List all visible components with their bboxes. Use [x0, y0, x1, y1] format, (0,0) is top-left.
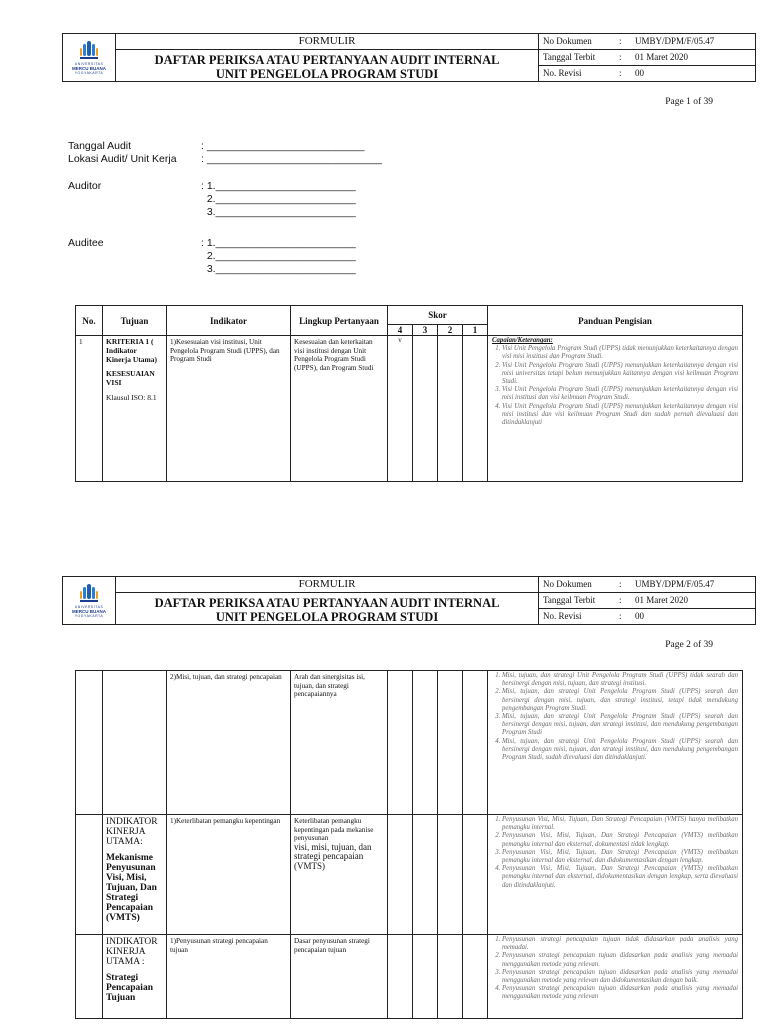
page-number: Page 1 of 39	[665, 97, 713, 107]
audit-info-fields	[68, 140, 382, 276]
auditee-field-2[interactable]: 2.________________________	[201, 250, 356, 262]
meta-separator: :	[619, 611, 622, 621]
lingkup-text: Dasar penyusunan strategi pencapaian tujuan	[294, 937, 370, 954]
auditee-field-3[interactable]: 3.________________________	[201, 263, 356, 275]
document-header-page2	[62, 576, 756, 625]
logo-city: YOGYAKARTA	[74, 71, 104, 75]
no-dokumen-value: UMBY/DPM/F/05.47	[635, 36, 715, 46]
panduan-item: 2. Penyusunan Visi, Misi, Tujuan, Dan Strategi Pencapaian (VMTS) melibatkan pemangku internal dan eksternal, dokumentasi tidak lengkap.	[502, 832, 738, 848]
panduan-item: 4. Penyusunan Visi, Misi, Tujuan, Dan Strategi Pencapaian (VMTS) melibatkan pemangku internal dan eksternal, didokumentasikan dengan lengkap, serta dievaluasi dan ditindaklanjuti.	[502, 865, 738, 890]
university-logo	[63, 34, 116, 81]
logo-university-label: UNIVERSITAS	[74, 62, 104, 66]
table-row	[76, 815, 743, 935]
meta-separator: :	[619, 52, 622, 62]
tanggal-terbit-value: 01 Maret 2020	[635, 595, 688, 605]
auditor-field-2[interactable]: 2.________________________	[201, 193, 356, 205]
meta-separator: :	[619, 68, 622, 78]
skor-3-cell[interactable]	[413, 935, 438, 1019]
no-dokumen-value: UMBY/DPM/F/05.47	[635, 579, 715, 589]
logo-brand-name: MERCU BUANA	[72, 66, 106, 71]
tujuan-subject: Strategi Pencapaian Tujuan	[106, 973, 153, 1003]
meta-separator: :	[619, 36, 622, 46]
auditee-field-1[interactable]: : 1.________________________	[201, 237, 356, 249]
skor-4-cell[interactable]	[388, 935, 413, 1019]
skor-2-cell[interactable]	[438, 671, 463, 815]
klausul-iso: Klausul ISO: 8.1	[106, 392, 157, 402]
no-dokumen-label: No Dokumen	[543, 36, 592, 46]
col-header-panduan: Panduan Pengisian	[488, 306, 743, 336]
tanggal-audit-label: Tanggal Audit	[68, 140, 132, 152]
skor-3-cell[interactable]	[413, 815, 438, 935]
panduan-item: 1. Visi Unit Pengelola Program Studi (UPPS) tidak menunjukkan keterkaitannya dengan visi misi institusi dan Program Studi.	[502, 345, 738, 361]
col-header-indikator: Indikator	[167, 306, 291, 336]
skor-1-cell[interactable]	[463, 935, 488, 1019]
panduan-item: 4. Misi, tujuan, dan strategi Unit Pengelola Program Studi (UPPS) searah dan bersinergi dengan misi, tujuan, dan strategi institusi, dan mendukung pengembangan Program Studi, sudah dievaluasi dan ditindaklanjuti.	[502, 738, 738, 763]
kriteria-title: KRITERIA 1 ( Indikator Kinerja Utama)	[106, 337, 158, 364]
col-header-skor: Skor	[388, 306, 488, 325]
panduan-item: 2. Visi Unit Pengelola Program Studi (UPPS) menunjukkan keterkaitannya dengan visi misi universitas tetapi belum menunjukkan kaitannya dengan visi keilmuan Program Studi.	[502, 362, 738, 387]
no-dokumen-label: No Dokumen	[543, 579, 592, 589]
col-header-skor-3: 3	[413, 325, 438, 336]
form-type-label: FORMULIR	[116, 577, 538, 593]
tanggal-audit-field[interactable]: : ___________________________	[201, 140, 365, 152]
panduan-item: 4. Visi Unit Pengelola Program Studi (UPPS) menunjukkan keterkaitannya dengan visi misi institusi dan visi keilmuan Program Studi dan sudah pernah dievaluasi dan ditindaklanjuti	[502, 403, 738, 428]
lingkup-text: Kesesuaian dan keterkaitan visi institusi dengan Unit Pengelola Program Studi (UPPS), dan Program Studi	[294, 338, 374, 372]
university-emblem-icon	[78, 40, 100, 62]
university-emblem-icon	[78, 583, 100, 605]
audit-table-page1	[75, 305, 743, 482]
indikator-text: 1)Penyusunan strategi pencapaian tujuan	[170, 937, 268, 954]
no-revisi-label: No. Revisi	[543, 611, 582, 621]
skor-3-cell[interactable]	[413, 336, 438, 482]
lingkup-text: Arah dan sinergisitas isi, tujuan, dan strategi pencapaiannya	[294, 673, 365, 698]
skor-4-cell[interactable]	[388, 671, 413, 815]
indikator-text: 1)Keterlibatan pemangku kepentingan	[170, 817, 281, 825]
no-revisi-value: 00	[635, 611, 644, 621]
panduan-item: 3. Penyusunan Visi, Misi, Tujuan, Dan Strategi Pencapaian (VMTS) melibatkan pemangku internal dan eksternal, dan didokumentasikan dengan lengkap.	[502, 849, 738, 865]
document-title-line1: DAFTAR PERIKSA ATAU PERTANYAAN AUDIT INTERNAL	[154, 596, 500, 610]
table-row	[76, 336, 743, 482]
indikator-text: 2)Misi, tujuan, dan strategi pencapaian	[170, 673, 282, 681]
panduan-item: 1. Penyusunan strategi pencapaian tujuan tidak didasarkan pada analisis yang memadai.	[502, 936, 738, 952]
checkmark: v	[398, 336, 402, 344]
document-title-line2: UNIT PENGELOLA PROGRAM STUDI	[215, 610, 439, 624]
skor-1-cell[interactable]	[463, 336, 488, 482]
panduan-caption: Capaian/Keterangan:	[492, 337, 553, 344]
skor-4-cell[interactable]	[388, 336, 413, 482]
auditor-field-1[interactable]: : 1.________________________	[201, 180, 356, 192]
skor-2-cell[interactable]	[438, 935, 463, 1019]
no-revisi-label: No. Revisi	[543, 68, 582, 78]
skor-4-cell[interactable]	[388, 815, 413, 935]
indikator-kinerja-label: INDIKATOR KINERJA UTAMA:	[106, 817, 158, 847]
skor-2-cell[interactable]	[438, 815, 463, 935]
auditor-field-3[interactable]: 3.________________________	[201, 206, 356, 218]
audit-table-page2	[75, 670, 743, 1019]
tanggal-terbit-label: Tanggal Terbit	[543, 595, 596, 605]
lokasi-audit-label: Lokasi Audit/ Unit Kerja	[68, 153, 177, 165]
logo-university-label: UNIVERSITAS	[74, 605, 104, 609]
meta-separator: :	[619, 595, 622, 605]
panduan-item: 3. Penyusunan strategi pencapaian tujuan didasarkan pada analisis yang memadai menggunakan metode yang relevan dan didokumentasikan dengan baik.	[502, 969, 738, 985]
tujuan-subject: Mekanisme Penyusunan Visi, Misi, Tujuan, Dan Strategi Pencapaian (VMTS)	[106, 853, 157, 923]
skor-3-cell[interactable]	[413, 671, 438, 815]
panduan-item: 4. Penyusunan strategi pencapaian tujuan didasarkan pada analisis yang memadai menggunakan metode yang relevan	[502, 985, 738, 1001]
skor-2-cell[interactable]	[438, 336, 463, 482]
form-type-label: FORMULIR	[116, 34, 538, 50]
panduan-item: 3. Misi, tujuan, dan strategi Unit Pengelola Program Studi (UPPS) searah dan bersinergi dengan misi, tujuan, dan strategi institusi, dan mendukung pengembangan Program Studi	[502, 713, 738, 738]
meta-separator: :	[619, 579, 622, 589]
table-row	[76, 671, 743, 815]
auditor-label: Auditor	[68, 180, 102, 192]
document-header-page1	[62, 33, 756, 82]
skor-1-cell[interactable]	[463, 815, 488, 935]
university-logo	[63, 577, 116, 624]
tanggal-terbit-label: Tanggal Terbit	[543, 52, 596, 62]
lingkup-text: Keterlibatan pemangku kepentingan pada mekanise penyusunan	[294, 817, 374, 842]
panduan-item: 1. Misi, tujuan, dan strategi Unit Pengelola Program Studi (UPPS) tidak searah dan bersinergi dengan misi, tujuan, dan strategi institusi.	[502, 672, 738, 688]
panduan-item: 3. Visi Unit Pengelola Program Studi (UPPS) menunjukkan keterkaitannya dengan visi misi institusi dan visi keilmuan Program Studi.	[502, 386, 738, 402]
row-number: 1	[79, 338, 83, 346]
col-header-tujuan: Tujuan	[103, 306, 167, 336]
page-number: Page 2 of 39	[665, 640, 713, 650]
lokasi-audit-field[interactable]: : ______________________________	[201, 153, 383, 165]
indikator-text: 1)Kesesuaian visi institusi, Unit Pengelola Program Studi (UPPS), dan Program Studi	[170, 338, 280, 363]
logo-city: YOGYAKARTA	[74, 614, 104, 618]
lingkup-text-emphasis: visi, misi, tujuan, dan strategi pencapaian (VMTS)	[294, 841, 372, 871]
panduan-item: 1. Penyusunan Visi, Misi, Tujuan, Dan Strategi Pencapaian (VMTS) hanya melibatkan pemangku internal.	[502, 816, 738, 832]
table-row	[76, 935, 743, 1019]
indikator-kinerja-label: INDIKATOR KINERJA UTAMA :	[106, 937, 158, 967]
col-header-skor-2: 2	[438, 325, 463, 336]
col-header-skor-1: 1	[463, 325, 488, 336]
logo-brand-name: MERCU BUANA	[72, 609, 106, 614]
panduan-item: 2. Misi, tujuan, dan strategi Unit Pengelola Program Studi (UPPS) searah dan bersinergi dengan misi, tujuan, dan strategi institusi, tetapi tidak mendukung pengembangan Program Studi.	[502, 688, 738, 713]
tanggal-terbit-value: 01 Maret 2020	[635, 52, 688, 62]
kriteria-subject: KESESUAIAN VISI	[106, 369, 155, 388]
skor-1-cell[interactable]	[463, 671, 488, 815]
col-header-no: No.	[76, 306, 103, 336]
panduan-item: 2. Penyusunan strategi pencapaian tujuan didasarkan pada analisis yang memadai menggunakan metode yang relevan.	[502, 952, 738, 968]
document-title-line2: UNIT PENGELOLA PROGRAM STUDI	[215, 67, 439, 81]
document-title-line1: DAFTAR PERIKSA ATAU PERTANYAAN AUDIT INTERNAL	[154, 53, 500, 67]
col-header-lingkup: Lingkup Pertanyaan	[291, 306, 388, 336]
col-header-skor-4: 4	[388, 325, 413, 336]
no-revisi-value: 00	[635, 68, 644, 78]
auditee-label: Auditee	[68, 237, 104, 249]
